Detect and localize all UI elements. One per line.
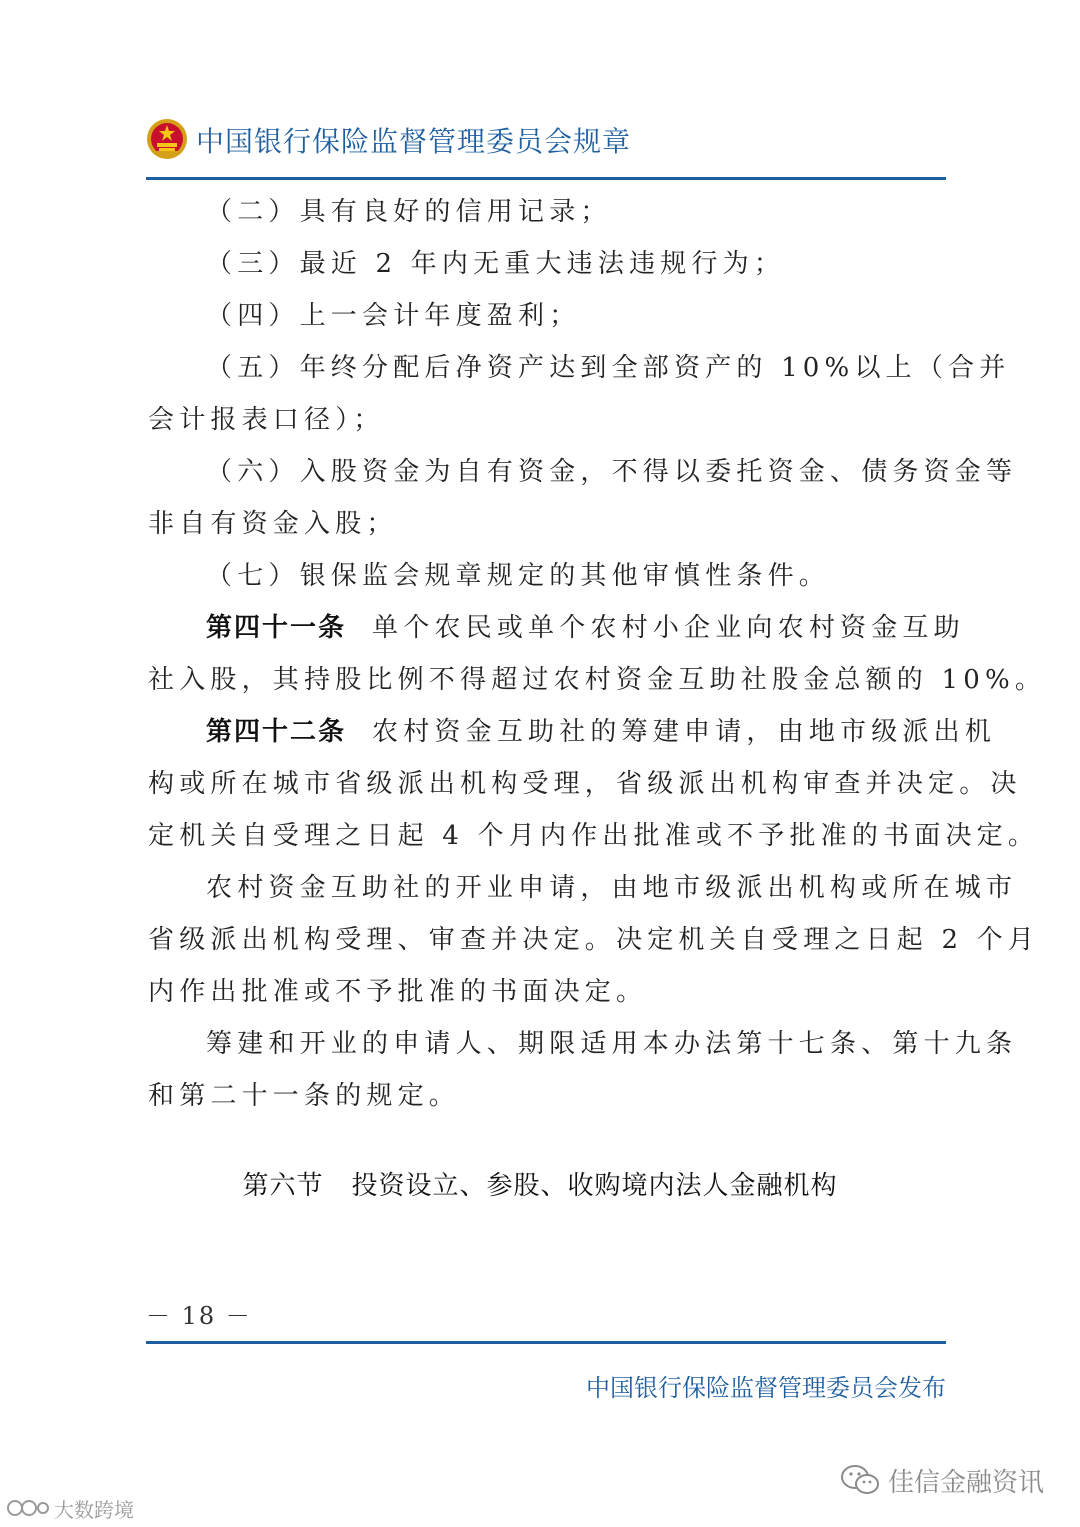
header-title: 中国银行保险监督管理委员会规章 <box>196 125 632 158</box>
condition-item-5: （五）年终分配后净资产达到全部资产的 10%以上（合并 <box>206 353 1011 383</box>
section-title: 投资设立、参股、收购境内法人金融机构 <box>351 1171 838 1201</box>
section-heading <box>0 1165 1080 1202</box>
condition-item-5-cont: 会计报表口径）； <box>148 405 385 435</box>
paragraph-opening-cont-1: 省级派出机构受理、审查并决定。决定机关自受理之日起 2 个月 <box>148 925 1040 955</box>
condition-item-7: （七）银保监会规章规定的其他审慎性条件。 <box>206 561 831 591</box>
document-body <box>148 186 1047 1122</box>
paragraph-applicants-cont: 和第二十一条的规定。 <box>148 1081 461 1111</box>
wechat-icon <box>840 1463 880 1497</box>
article-42 <box>148 706 997 758</box>
header-rule <box>146 177 946 180</box>
page-header <box>146 112 946 168</box>
condition-item-6-cont: 非自有资金入股； <box>148 509 398 539</box>
watermark-right <box>840 1460 1044 1500</box>
article-42-cont-2: 定机关自受理之日起 4 个月内作出批准或不予批准的书面决定。 <box>148 821 1040 851</box>
watermark-left-text: 大数跨境 <box>54 1497 134 1522</box>
article-41-heading: 第四十一条 <box>206 613 347 643</box>
condition-item-6: （六）入股资金为自有资金，不得以委托资金、债务资金等 <box>206 457 1018 487</box>
page-number: － 18 － <box>146 1302 252 1330</box>
watermark-left <box>6 1493 134 1523</box>
article-41 <box>148 602 965 654</box>
condition-item-2: （二）具有良好的信用记录； <box>206 197 612 227</box>
watermark-right-text: 佳信金融资讯 <box>887 1467 1044 1498</box>
section-number: 第六节 <box>242 1171 324 1201</box>
national-emblem-icon <box>146 118 188 160</box>
footer-rule <box>146 1341 946 1344</box>
article-42-text: 农村资金互助社的筹建申请，由地市级派出机 <box>372 717 997 747</box>
brand-logo-icon <box>6 1496 50 1520</box>
paragraph-opening: 农村资金互助社的开业申请，由地市级派出机构或所在城市 <box>206 873 1018 903</box>
paragraph-opening-cont-2: 内作出批准或不予批准的书面决定。 <box>148 977 648 1007</box>
condition-item-4: （四）上一会计年度盈利； <box>206 301 581 331</box>
condition-item-3: （三）最近 2 年内无重大违法违规行为； <box>206 249 786 279</box>
article-41-text: 单个农民或单个农村小企业向农村资金互助 <box>372 613 965 643</box>
article-41-cont: 社入股，其持股比例不得超过农村资金互助社股金总额的 10%。 <box>148 665 1047 695</box>
article-42-heading: 第四十二条 <box>206 717 347 747</box>
article-42-cont-1: 构或所在城市省级派出机构受理，省级派出机构审查并决定。决 <box>148 769 1022 799</box>
paragraph-applicants: 筹建和开业的申请人、期限适用本办法第十七条、第十九条 <box>206 1029 1018 1059</box>
footer-publisher: 中国银行保险监督管理委员会发布 <box>586 1374 946 1402</box>
